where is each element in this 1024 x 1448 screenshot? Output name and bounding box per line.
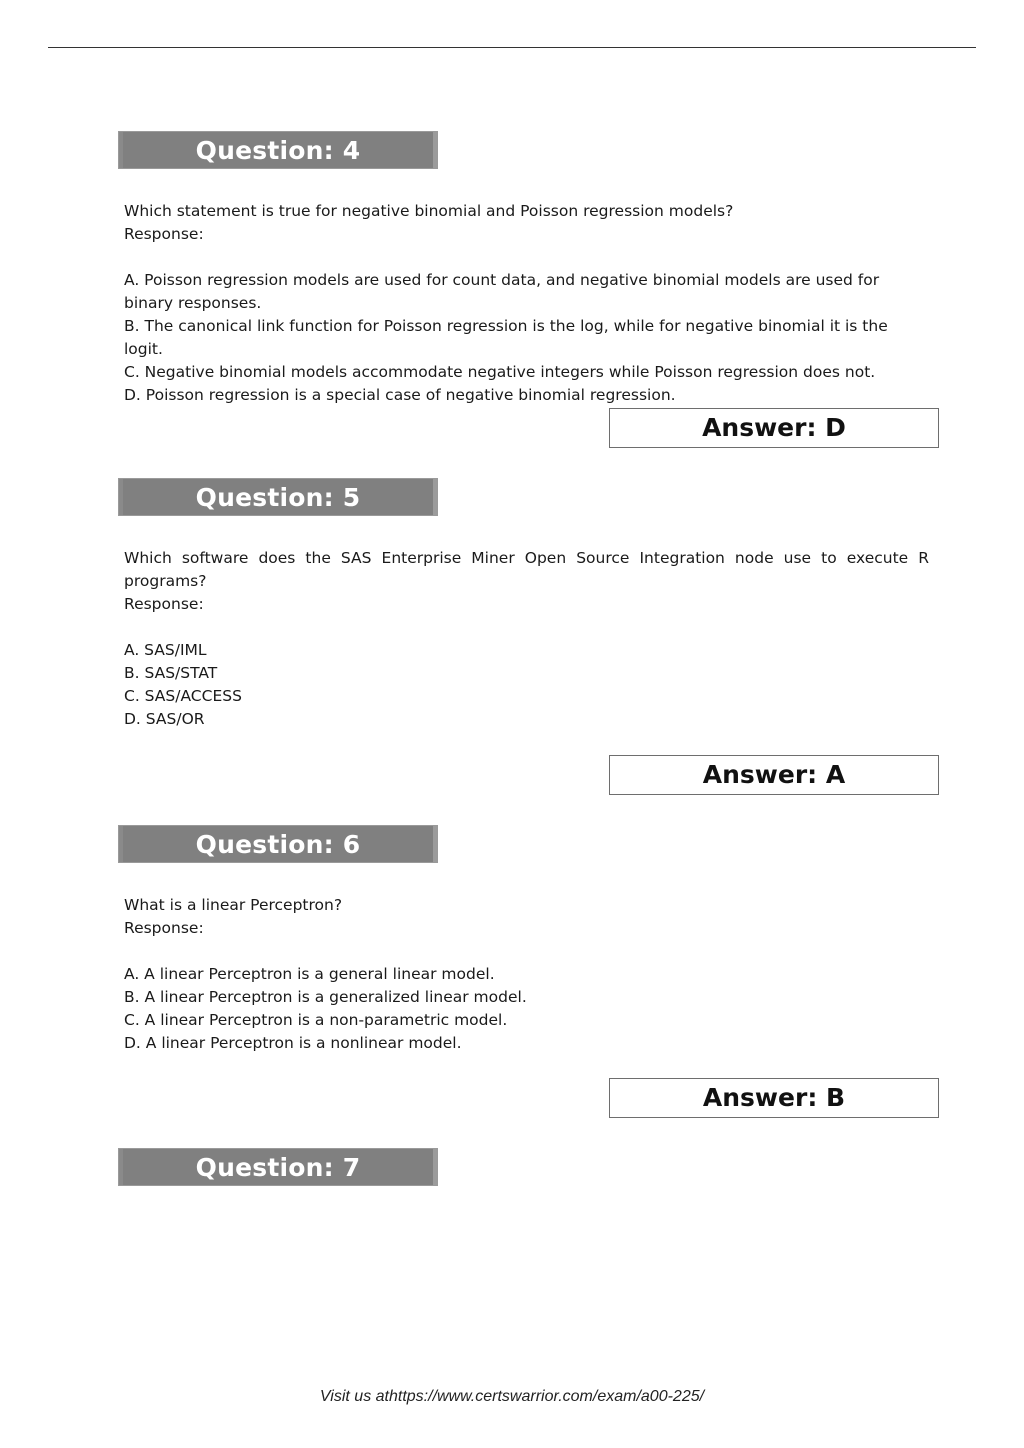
question-6-title: Question: 6 xyxy=(195,830,361,859)
question-6-option-b: B. A linear Perceptron is a generalized linear model. xyxy=(124,988,527,1006)
question-4-stem: Which statement is true for negative binomial and Poisson regression models? xyxy=(124,202,734,220)
question-5-title: Question: 5 xyxy=(195,483,361,512)
question-6-response-label: Response: xyxy=(124,919,204,937)
question-6-option-c: C. A linear Perceptron is a non-parametric model. xyxy=(124,1011,508,1029)
question-6-stem: What is a linear Perceptron? xyxy=(124,896,343,914)
question-7-header xyxy=(118,1148,438,1186)
question-6-answer-box xyxy=(609,1078,939,1118)
question-5-header xyxy=(118,478,438,516)
question-5-option-c: C. SAS/ACCESS xyxy=(124,687,242,705)
question-4-answer-box xyxy=(609,408,939,448)
question-6-answer: Answer: B xyxy=(702,1083,846,1112)
question-5-response-label: Response: xyxy=(124,595,204,613)
question-5-option-a: A. SAS/IML xyxy=(124,641,207,659)
question-4-title: Question: 4 xyxy=(195,136,361,165)
question-5-answer: Answer: A xyxy=(702,760,846,789)
top-rule xyxy=(48,47,976,48)
question-7-title: Question: 7 xyxy=(195,1153,361,1182)
question-4-header xyxy=(118,131,438,169)
question-4-option-d: D. Poisson regression is a special case of negative binomial regression. xyxy=(124,386,676,404)
question-5-body xyxy=(124,547,929,731)
question-4-option-c: C. Negative binomial models accommodate negative integers while Poisson regression does not. xyxy=(124,363,876,381)
question-6-option-a: A. A linear Perceptron is a general linear model. xyxy=(124,965,495,983)
question-6-option-d: D. A linear Perceptron is a nonlinear model. xyxy=(124,1034,462,1052)
question-6-body xyxy=(124,894,929,1055)
question-5-stem: Which software does the SAS Enterprise Miner Open Source Integration node use to execute R programs? xyxy=(124,549,929,590)
footer-link[interactable]: Visit us athttps://www.certswarrior.com/exam/a00-225/ xyxy=(319,1388,705,1405)
question-4-response-label: Response: xyxy=(124,225,204,243)
question-5-option-d: D. SAS/OR xyxy=(124,710,205,728)
question-5-option-b: B. SAS/STAT xyxy=(124,664,218,682)
question-4-body xyxy=(124,200,929,407)
question-4-answer: Answer: D xyxy=(702,413,846,442)
question-4-option-b: B. The canonical link function for Poisson regression is the log, while for negative binomial it is the logit. xyxy=(124,317,888,358)
question-5-answer-box xyxy=(609,755,939,795)
question-6-header xyxy=(118,825,438,863)
question-4-option-a: A. Poisson regression models are used for count data, and negative binomial models are used for binary responses. xyxy=(124,271,880,312)
